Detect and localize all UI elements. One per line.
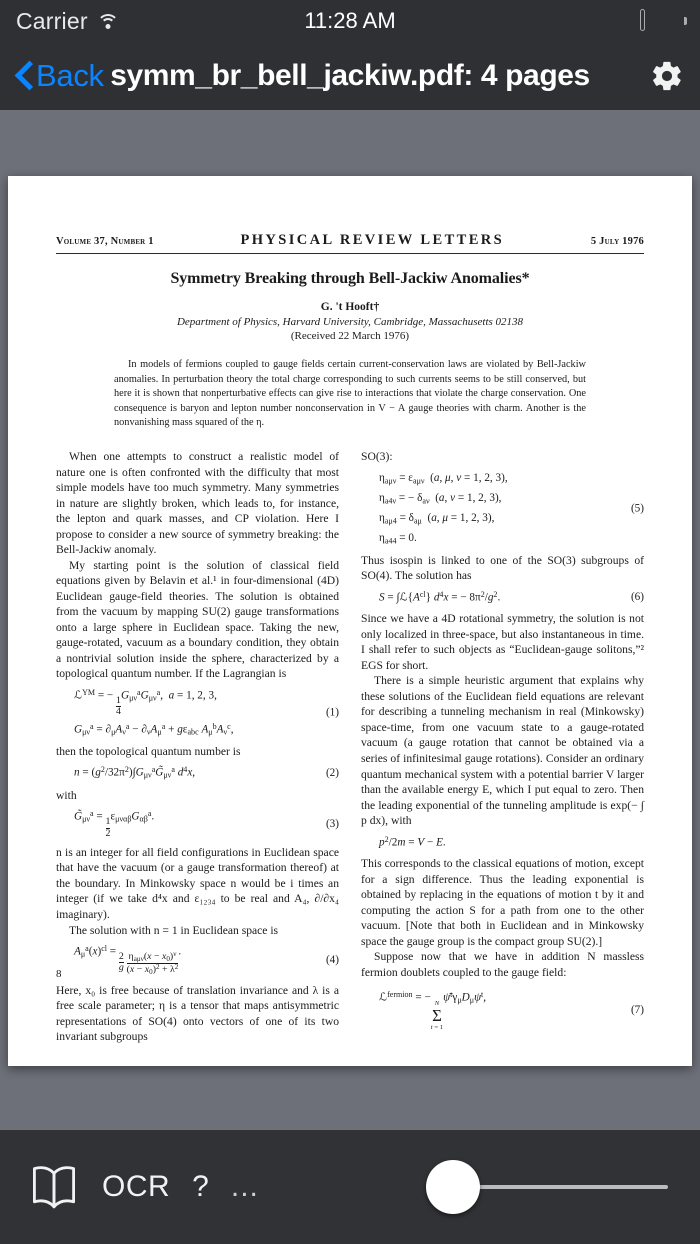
paragraph: Since we have a 4D rotational symmetry, the solution is not only localized in three-space, but also instantaneous in time. I shall refer to such objects as “Euclidean-gauge solitons,”² EGS for short. bbox=[361, 612, 644, 672]
paragraph: Suppose now that we have in addition N massless fermion doublets coupled to the gauge field: bbox=[361, 950, 644, 979]
pdf-page[interactable] bbox=[8, 176, 692, 1066]
back-button-label: Back bbox=[36, 58, 104, 93]
article-body bbox=[56, 449, 644, 1045]
pdf-page-content bbox=[8, 176, 692, 1066]
navigation-bar bbox=[0, 42, 700, 110]
slider-thumb[interactable] bbox=[426, 1160, 480, 1214]
more-button[interactable]: ... bbox=[230, 1170, 259, 1203]
equation-number: (7) bbox=[630, 1004, 644, 1017]
equation-number: (5) bbox=[630, 502, 644, 515]
left-column bbox=[56, 449, 339, 1045]
paragraph: SO(3): bbox=[361, 450, 393, 464]
journal-date: 5 July 1976 bbox=[590, 236, 644, 247]
paragraph: Here, x₀ is free because of translation invariance and λ is a free scale parameter; η is a tensor that maps antisymmetric representations of SO(4) onto vectors of one of its two invariant subgroups bbox=[56, 983, 339, 1044]
ocr-button[interactable]: OCR bbox=[102, 1170, 171, 1203]
equation-7: ℒ$^{fermion}$ = − N Σ t = 1 $\psī^t\gamma_\mu D_\mu\psi^t$, (7) bbox=[379, 990, 644, 1031]
page-number: 8 bbox=[56, 968, 62, 980]
battery-full-icon bbox=[640, 11, 684, 31]
article-title: Symmetry Breaking through Bell-Jackiw Anomalies* bbox=[170, 270, 530, 287]
gear-icon bbox=[650, 59, 684, 93]
paragraph: with bbox=[56, 788, 77, 802]
back-button[interactable] bbox=[16, 58, 104, 94]
journal-header bbox=[56, 232, 644, 249]
paragraph: Thus isospin is linked to one of the SO(3) subgroups of SO(4). The solution has bbox=[361, 553, 644, 583]
article-author: G. 't Hooft† bbox=[320, 301, 380, 313]
status-bar bbox=[0, 0, 700, 42]
article-affiliation: Department of Physics, Harvard University, Cambridge, Massachusetts 02138 bbox=[176, 316, 524, 328]
header-rule bbox=[56, 253, 644, 254]
paragraph: My starting point is the solution of classical field equations given by Belavin et al.¹ in four-dimensional (4D) Euclidean gauge-field theories. The solution is obtained from the vacuum by mapping SU(2) gauge transformations onto a large sphere in Euclidean space. Taking the new, gauge-rotated, vacuum as a boundary condition, they obtain a nontrivial solution inside the sphere, characterized by a topological quantum number. If the Lagrangian is bbox=[56, 558, 339, 681]
status-bar-right bbox=[640, 11, 684, 31]
article-abstract bbox=[114, 358, 586, 431]
settings-button[interactable] bbox=[650, 59, 684, 93]
journal-name: PHYSICAL REVIEW LETTERS bbox=[240, 232, 505, 248]
equation-number: (4) bbox=[325, 953, 339, 966]
equation-2: $n = (g^2/32\pi^2)\int G_{\mu\nu}^aG̃_{\mu\nu}^a$ $d^4x$, (2) bbox=[74, 765, 339, 781]
equation-6: $S = \int ℒ\{A^{cl}\} d^4x$ = − $8\pi^2/g^2$. (6) bbox=[379, 589, 644, 604]
paragraph: When one attempts to construct a realistic model of nature one is often confronted with the difficulty that most simple models have too much symmetry. Many symmetries in nature are slightly broken, which leads to, for instance, the lepton and quark masses, and CP violation. Here I propose to consider a new source of symmetry breaking: the Bell-Jackiw anomaly. bbox=[56, 450, 339, 557]
paragraph: There is a simple heuristic argument that explains why these solutions of the Euclidean field equations are relevant for describing a tunneling mechanism in real (Minkowsky) space-time, from one vacuum state to a gauge-rotated vacuum (a gauge rotation that cannot be obtained via a series of infinitesimal gauge rotations). Consider an ordinary quantum mechanical system with a potential barrier V larger than the available energy E, which I put equal to zero. Then the leading exponential of the tunneling amplitude is exp(− ∫ p dx), with bbox=[361, 674, 644, 828]
equation-4: $A_\mu^a(x)^{cl}$ = $\frac{2}{g}$ $\frac{\eta_{a\mu\nu}(x - x_0)^\nu}{(x - x_0)^2 + \lambda^2}$ . (4) bbox=[74, 944, 339, 977]
help-button[interactable]: ? bbox=[192, 1170, 209, 1203]
carrier-label: Carrier bbox=[16, 7, 88, 34]
page-title: symm_br_bell_jackiw.pdf: 4 pages bbox=[110, 59, 590, 92]
paragraph: then the topological quantum number is bbox=[56, 744, 241, 758]
equation-number: (3) bbox=[325, 817, 339, 830]
equation-number: (2) bbox=[325, 767, 339, 780]
status-bar-left bbox=[16, 8, 120, 35]
journal-volume: Volume 37, Number 1 bbox=[56, 236, 154, 247]
equation-number: (1) bbox=[325, 706, 339, 719]
chevron-left-icon bbox=[16, 62, 32, 90]
bottom-toolbar bbox=[0, 1130, 700, 1244]
article-received-date: (Received 22 March 1976) bbox=[290, 330, 410, 342]
paragraph: n is an integer for all field configurations in Euclidean space that have the vacuum (or a gauge transformation thereof) at the boundary. In Minkowsky space n would be i times an integer (if we take d⁴x and ε₁₂₃₄ to be real and A₄, ∂/∂x₄ imaginary). bbox=[56, 845, 339, 922]
toolbar-left-group bbox=[28, 1165, 259, 1209]
equation-1: ℒ$^{YM}$ = − $\frac{1}{4}$ $G_{\mu\nu}^aG_{\mu\nu}^a$, a = 1, 2, 3, $G_{\mu\nu}^a = \partial_\mu A_\nu^a - \partial_\nu A_\mu^a + g\varepsilon_{abc}$ $A_\mu^bA_\nu^c$, (1) bbox=[74, 688, 339, 737]
wifi-icon bbox=[96, 11, 120, 31]
slider-track[interactable] bbox=[452, 1185, 668, 1189]
book-icon[interactable] bbox=[28, 1165, 80, 1209]
equation-momentum: $p^2/2m = V - E$. bbox=[379, 834, 446, 849]
equation-3: $G̃_{\mu\nu}^a$ = $\frac{1}{2}$ $\varepsilon_{\mu\nu\alpha\beta}G_{\alpha\beta}^a$. (3) bbox=[74, 809, 339, 839]
right-column bbox=[361, 449, 644, 1045]
abstract-text: In models of fermions coupled to gauge fields certain current-conservation laws are violated by Bell-Jackiw anomalies. In perturbation theory the total charge corresponding to such currents seems to be still conserved, but here it is shown that nonperturbative effects can give rise to interactions that violate the charge conservation. One consequence is baryon and lepton number nonconservation in V − A gauge theories with charm. Another is the nonvanishing mass squared of the η. bbox=[114, 359, 586, 429]
equation-number: (6) bbox=[630, 591, 644, 604]
paragraph: The solution with n = 1 in Euclidean space is bbox=[69, 923, 279, 937]
paragraph: This corresponds to the classical equations of motion, except for a sign difference. Thus the leading exponential is obtained by replacing in the equations of motion t by it and computing the action S for a path from one to the other vacuum. [Note that both in Euclidean and in Minkowsky space the gauge group is the compact group SU(2).] bbox=[361, 857, 644, 948]
equation-5: $\eta_{a\mu\nu} = \varepsilon_{a\mu\nu}$ (a, μ, ν = 1, 2, 3), $\eta_{a4\nu}$ = − $\delta_{a\nu}$ (a, ν = 1, 2, 3), $\eta_{a\mu 4} = \delta_{a\mu}$ (a, μ = 1, 2, 3), $\eta_{a44} = 0$. (5) bbox=[379, 471, 644, 545]
brightness-slider[interactable] bbox=[426, 1160, 672, 1214]
clock-label: 11:28 AM bbox=[304, 8, 396, 33]
